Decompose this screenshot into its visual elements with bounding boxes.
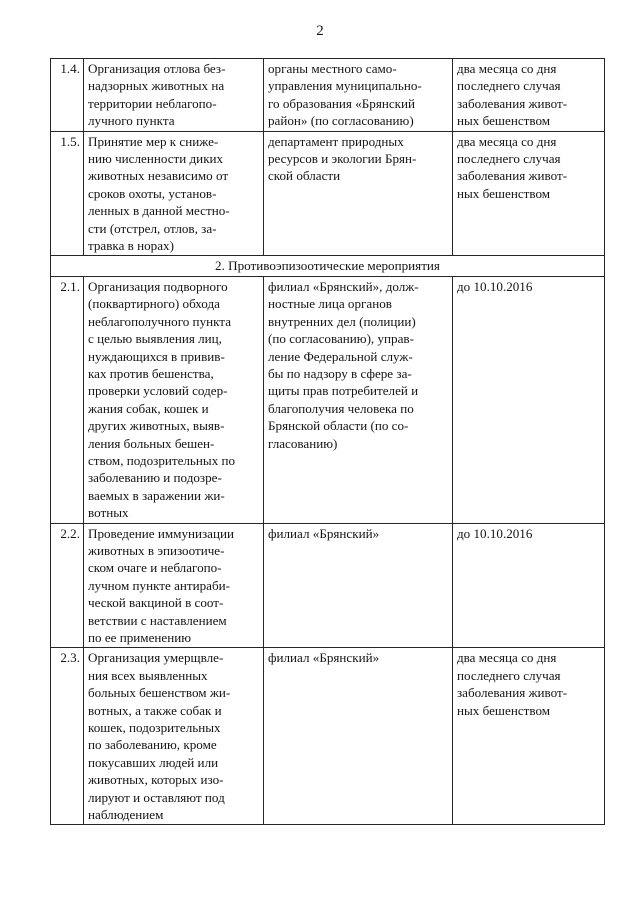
deadline-cell: до 10.10.2016 [453, 276, 605, 523]
deadline-cell: два месяца со дня последнего случая заболевания живот- ных бешенством [453, 59, 605, 132]
row-number: 2.1. [51, 276, 84, 523]
executor-cell: филиал «Брянский», долж- ностные лица органов внутренних дел (полиции) (по согласованию), управ- ление Федеральной служ- бы по надзору в сфере за- щиты прав потребителей и благополучия человека по Брянской области (по со- гласованию) [264, 276, 453, 523]
table-row-1-4 [51, 59, 605, 132]
measure-cell: Организация подворного (поквартирного) обхода неблагополучного пункта с целью выявления лиц, нуждающихся в привив- ках против бешенства, проверки условий содер- жания собак, кошек и других животных, выяв- ления больных бешен- ством, подозрительных по заболеванию и подозре- ваемых в заражении жи- вотных [84, 276, 264, 523]
table-row-2-3 [51, 648, 605, 825]
table-row-2-2 [51, 523, 605, 648]
measure-cell: Организация отлова без- надзорных животных на территории неблагопо- лучного пункта [84, 59, 264, 132]
measures-table [50, 58, 605, 825]
executor-cell: филиал «Брянский» [264, 523, 453, 648]
executor-cell: департамент природных ресурсов и экологии Брян- ской области [264, 131, 453, 256]
measure-cell: Организация умерщвле- ния всех выявленных больных бешенством жи- вотных, а также собак и кошек, подозрительных по заболеванию, кроме покусавших людей или животных, которых изо- лируют и оставляют под наблюдением [84, 648, 264, 825]
row-number: 1.4. [51, 59, 84, 132]
table-row-2-1 [51, 276, 605, 523]
measure-cell: Проведение иммунизации животных в эпизоотиче- ском очаге и неблагопо- лучном пункте антираби- ческой вакциной в соот- ветствии с наставлением по ее применению [84, 523, 264, 648]
deadline-cell: два месяца со дня последнего случая заболевания живот- ных бешенством [453, 131, 605, 256]
table-row-1-5 [51, 131, 605, 256]
section-heading: 2. Противоэпизоотические мероприятия [51, 256, 605, 276]
measure-cell: Принятие мер к сниже- нию численности диких животных независимо от сроков охоты, установ- ленных в данной местно- сти (отстрел, отлов, за- травка в норах) [84, 131, 264, 256]
deadline-cell: два месяца со дня последнего случая заболевания живот- ных бешенством [453, 648, 605, 825]
row-number: 2.3. [51, 648, 84, 825]
row-number: 1.5. [51, 131, 84, 256]
executor-cell: филиал «Брянский» [264, 648, 453, 825]
executor-cell: органы местного само- управления муниципально- го образования «Брянский район» (по согласованию) [264, 59, 453, 132]
page-number: 2 [316, 23, 324, 39]
section-heading-row [51, 256, 605, 276]
deadline-cell: до 10.10.2016 [453, 523, 605, 648]
row-number: 2.2. [51, 523, 84, 648]
